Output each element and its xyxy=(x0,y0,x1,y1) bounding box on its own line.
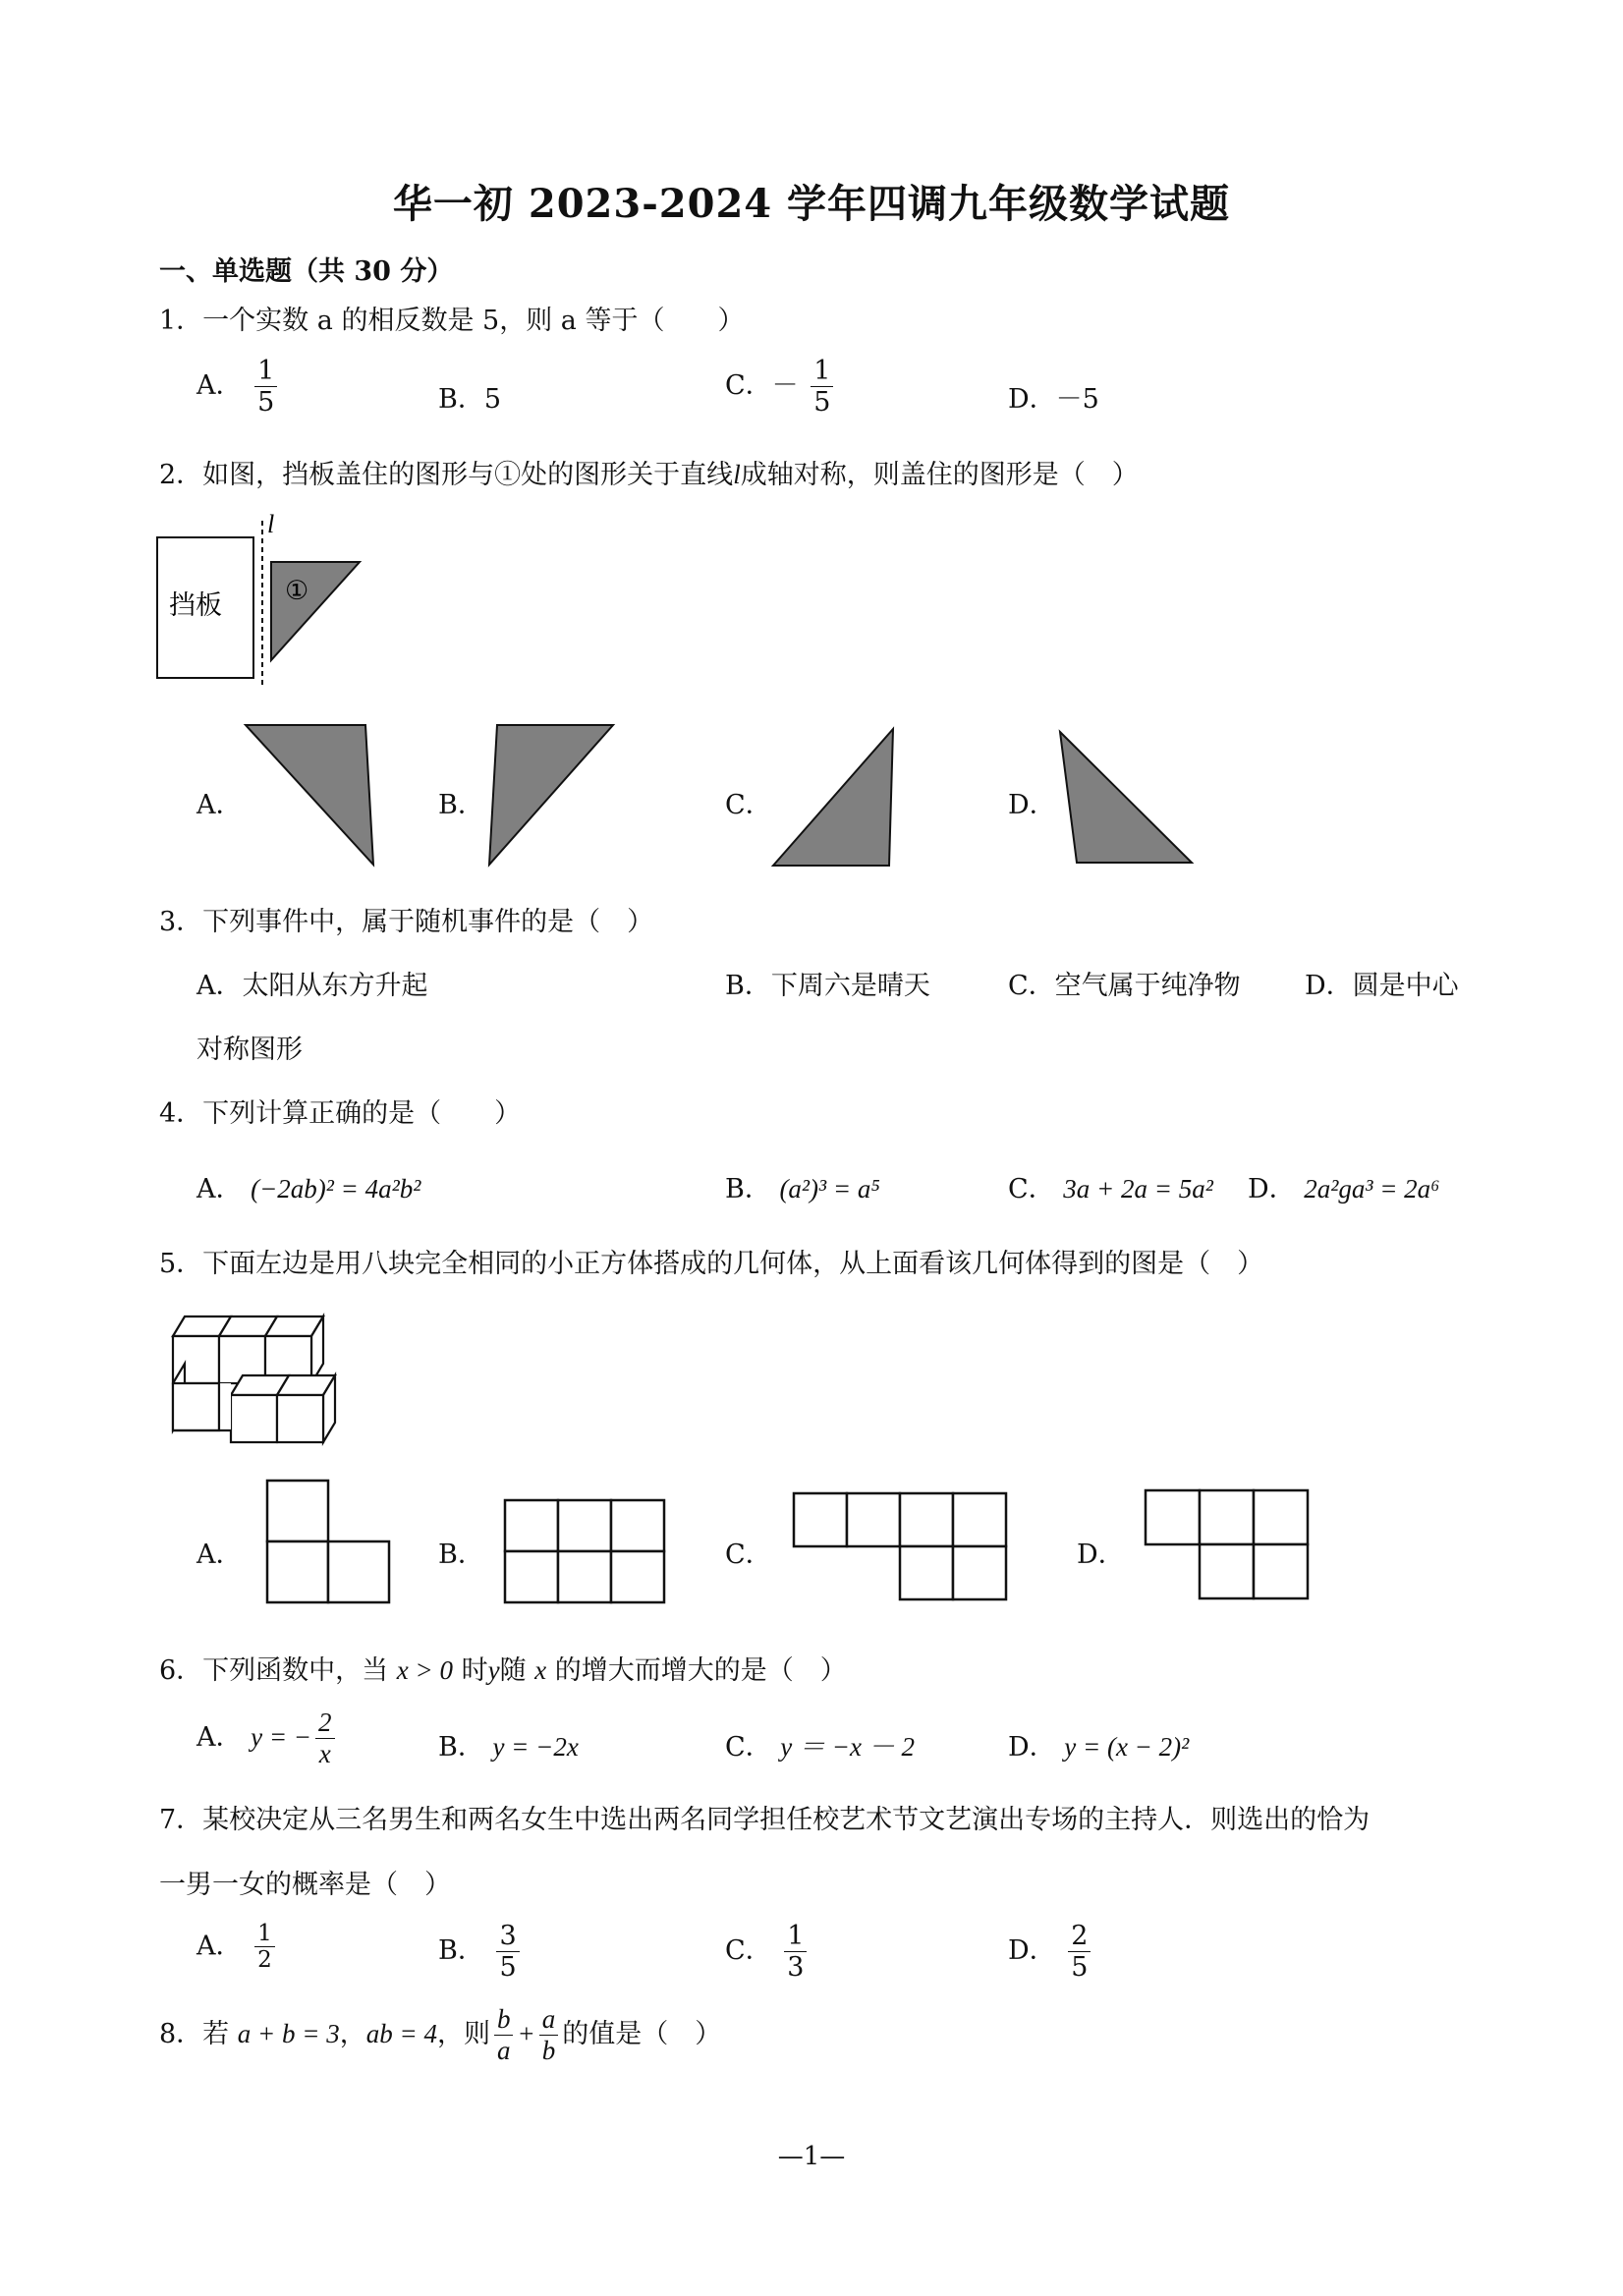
q6-option-c: C． y ＝ −x － 2 xyxy=(725,1732,915,1763)
section-heading: 一、单选题（共 30 分） xyxy=(159,256,454,287)
q7-d-fraction: $\frac{2}{5}$ xyxy=(1068,1921,1091,1983)
q5-grid-b xyxy=(503,1498,670,1606)
q6-option-a: A． y = − $\frac{2}{x}$ xyxy=(196,1708,339,1769)
q7-a-fraction: $\frac{1}{2}$ xyxy=(254,1921,275,1974)
q5-grid-d xyxy=(1144,1488,1315,1606)
grid-cell xyxy=(558,1551,611,1602)
grid-cell xyxy=(328,1541,389,1602)
q3-option-d-cont: 对称图形 xyxy=(196,1035,303,1065)
q2-shape-a xyxy=(244,722,381,869)
q5-grid-c xyxy=(792,1491,1018,1604)
q1-option-a: A． $\frac{1}{5}$ xyxy=(196,356,281,418)
q3-stem: 3．下列事件中，属于随机事件的是（ ） xyxy=(159,907,654,937)
circle-one-label: ① xyxy=(285,576,309,606)
q7-option-c: C． $\frac{1}{3}$ xyxy=(725,1921,811,1983)
q3-option-c: C．空气属于纯净物 xyxy=(1008,971,1241,1001)
grid-cell xyxy=(558,1500,611,1551)
q2-shape-c xyxy=(771,727,909,874)
q1-a-fraction: $\frac{1}{5}$ xyxy=(254,356,277,418)
page-number: —1— xyxy=(777,2142,846,2171)
q5-cube-figure xyxy=(167,1307,364,1454)
grid-cell xyxy=(267,1481,328,1541)
q4-option-a: A． (−2ab)² = 4a²b² xyxy=(196,1174,421,1204)
q5-option-a: A． xyxy=(196,1540,243,1570)
q3-option-d: D．圆是中心 xyxy=(1305,971,1459,1001)
q5-option-c: C． xyxy=(725,1540,772,1570)
q1-option-d: D．－5 xyxy=(1008,384,1099,415)
board-label: 挡板 xyxy=(169,590,222,621)
q6-option-d: D． y = (x − 2)² xyxy=(1008,1732,1190,1763)
grid-cell xyxy=(900,1546,953,1599)
q4-stem: 4．下列计算正确的是（ ） xyxy=(159,1098,522,1129)
grid-cell xyxy=(1200,1544,1254,1598)
q4-option-b: B． (a²)³ = a⁵ xyxy=(725,1174,880,1204)
q7-option-a: A． $\frac{1}{2}$ xyxy=(196,1921,279,1974)
q2-option-d: D． xyxy=(1008,790,1056,820)
q6-a-fraction: $\frac{2}{x}$ xyxy=(315,1708,335,1769)
q7-b-fraction: $\frac{3}{5}$ xyxy=(496,1921,519,1983)
grid-cell xyxy=(794,1493,847,1546)
triangle-b xyxy=(489,725,613,865)
q5-stem: 5．下面左边是用八块完全相同的小正方体搭成的几何体，从上面看该几何体得到的图是（ ） xyxy=(159,1249,1264,1279)
page-title: 华一初 2023-2024 学年四调九年级数学试题 xyxy=(392,181,1231,227)
grid-cell xyxy=(1254,1490,1308,1544)
q1-c-fraction: $\frac{1}{5}$ xyxy=(811,356,833,418)
grid-cell xyxy=(953,1546,1006,1599)
grid-cell xyxy=(505,1500,558,1551)
q6-stem: 6．下列函数中，当 x > 0 时y随 x 的增大而增大的是（ ） xyxy=(159,1655,847,1686)
q7-option-b: B． $\frac{3}{5}$ xyxy=(438,1921,524,1983)
q4-option-d: D． 2a²ga³ = 2a⁶ xyxy=(1248,1174,1440,1204)
q5-option-d: D． xyxy=(1077,1540,1125,1570)
q7-c-fraction: $\frac{1}{3}$ xyxy=(784,1921,807,1983)
cube-face xyxy=(231,1395,277,1442)
q1-stem: 1．一个实数 a 的相反数是 5，则 a 等于（ ） xyxy=(159,306,745,336)
q2-shape-d xyxy=(1057,729,1204,876)
q1-option-c: C．－ $\frac{1}{5}$ xyxy=(725,356,837,418)
q2-option-b: B． xyxy=(438,790,484,820)
triangle-a xyxy=(246,725,373,865)
q5-grid-a xyxy=(265,1479,393,1606)
q8-fraction-b-over-a: $\frac{b}{a}$ xyxy=(494,2004,514,2066)
q3-option-b: B．下周六是晴天 xyxy=(725,971,930,1001)
q7-stem-line1: 7．某校决定从三名男生和两名女生中选出两名同学担任校艺术节文艺演出专场的主持人．则选出的恰为 xyxy=(159,1805,1371,1835)
grid-cell xyxy=(1200,1490,1254,1544)
q4-option-c: C． 3a + 2a = 5a² xyxy=(1008,1174,1213,1204)
q7-option-d: D． $\frac{2}{5}$ xyxy=(1008,1921,1094,1983)
grid-cell xyxy=(267,1541,328,1602)
q2-figure xyxy=(147,511,373,698)
q7-stem-line2: 一男一女的概率是（ ） xyxy=(159,1870,451,1900)
q1-option-b: B．5 xyxy=(438,384,502,415)
triangle-d xyxy=(1060,732,1192,863)
grid-cell xyxy=(953,1493,1006,1546)
q3-option-a: A．太阳从东方升起 xyxy=(196,971,428,1001)
q2-shape-b xyxy=(487,722,625,869)
line-label: l xyxy=(267,510,275,538)
cube-face xyxy=(277,1395,323,1442)
q8-fraction-a-over-b: $\frac{a}{b}$ xyxy=(539,2004,559,2066)
grid-cell xyxy=(611,1551,664,1602)
q2-stem: 2．如图，挡板盖住的图形与①处的图形关于直线l成轴对称，则盖住的图形是（ ） xyxy=(159,460,1139,490)
q5-option-b: B． xyxy=(438,1540,484,1570)
grid-cell xyxy=(1254,1544,1308,1598)
grid-cell xyxy=(847,1493,900,1546)
grid-cell xyxy=(611,1500,664,1551)
q6-option-b: B． y = −2x xyxy=(438,1732,579,1763)
triangle-c xyxy=(773,729,893,866)
cube-gap xyxy=(219,1383,231,1430)
grid-cell xyxy=(505,1551,558,1602)
grid-cell xyxy=(1146,1490,1200,1544)
cube-face xyxy=(173,1383,219,1430)
grid-cell xyxy=(900,1493,953,1546)
q2-option-a: A． xyxy=(196,790,243,820)
q8-stem: 8．若 a + b = 3，ab = 4，则 $\frac{b}{a}$ + $\frac{a}{b}$ 的值是（ ） xyxy=(159,2004,722,2066)
q2-option-c: C． xyxy=(725,790,772,820)
